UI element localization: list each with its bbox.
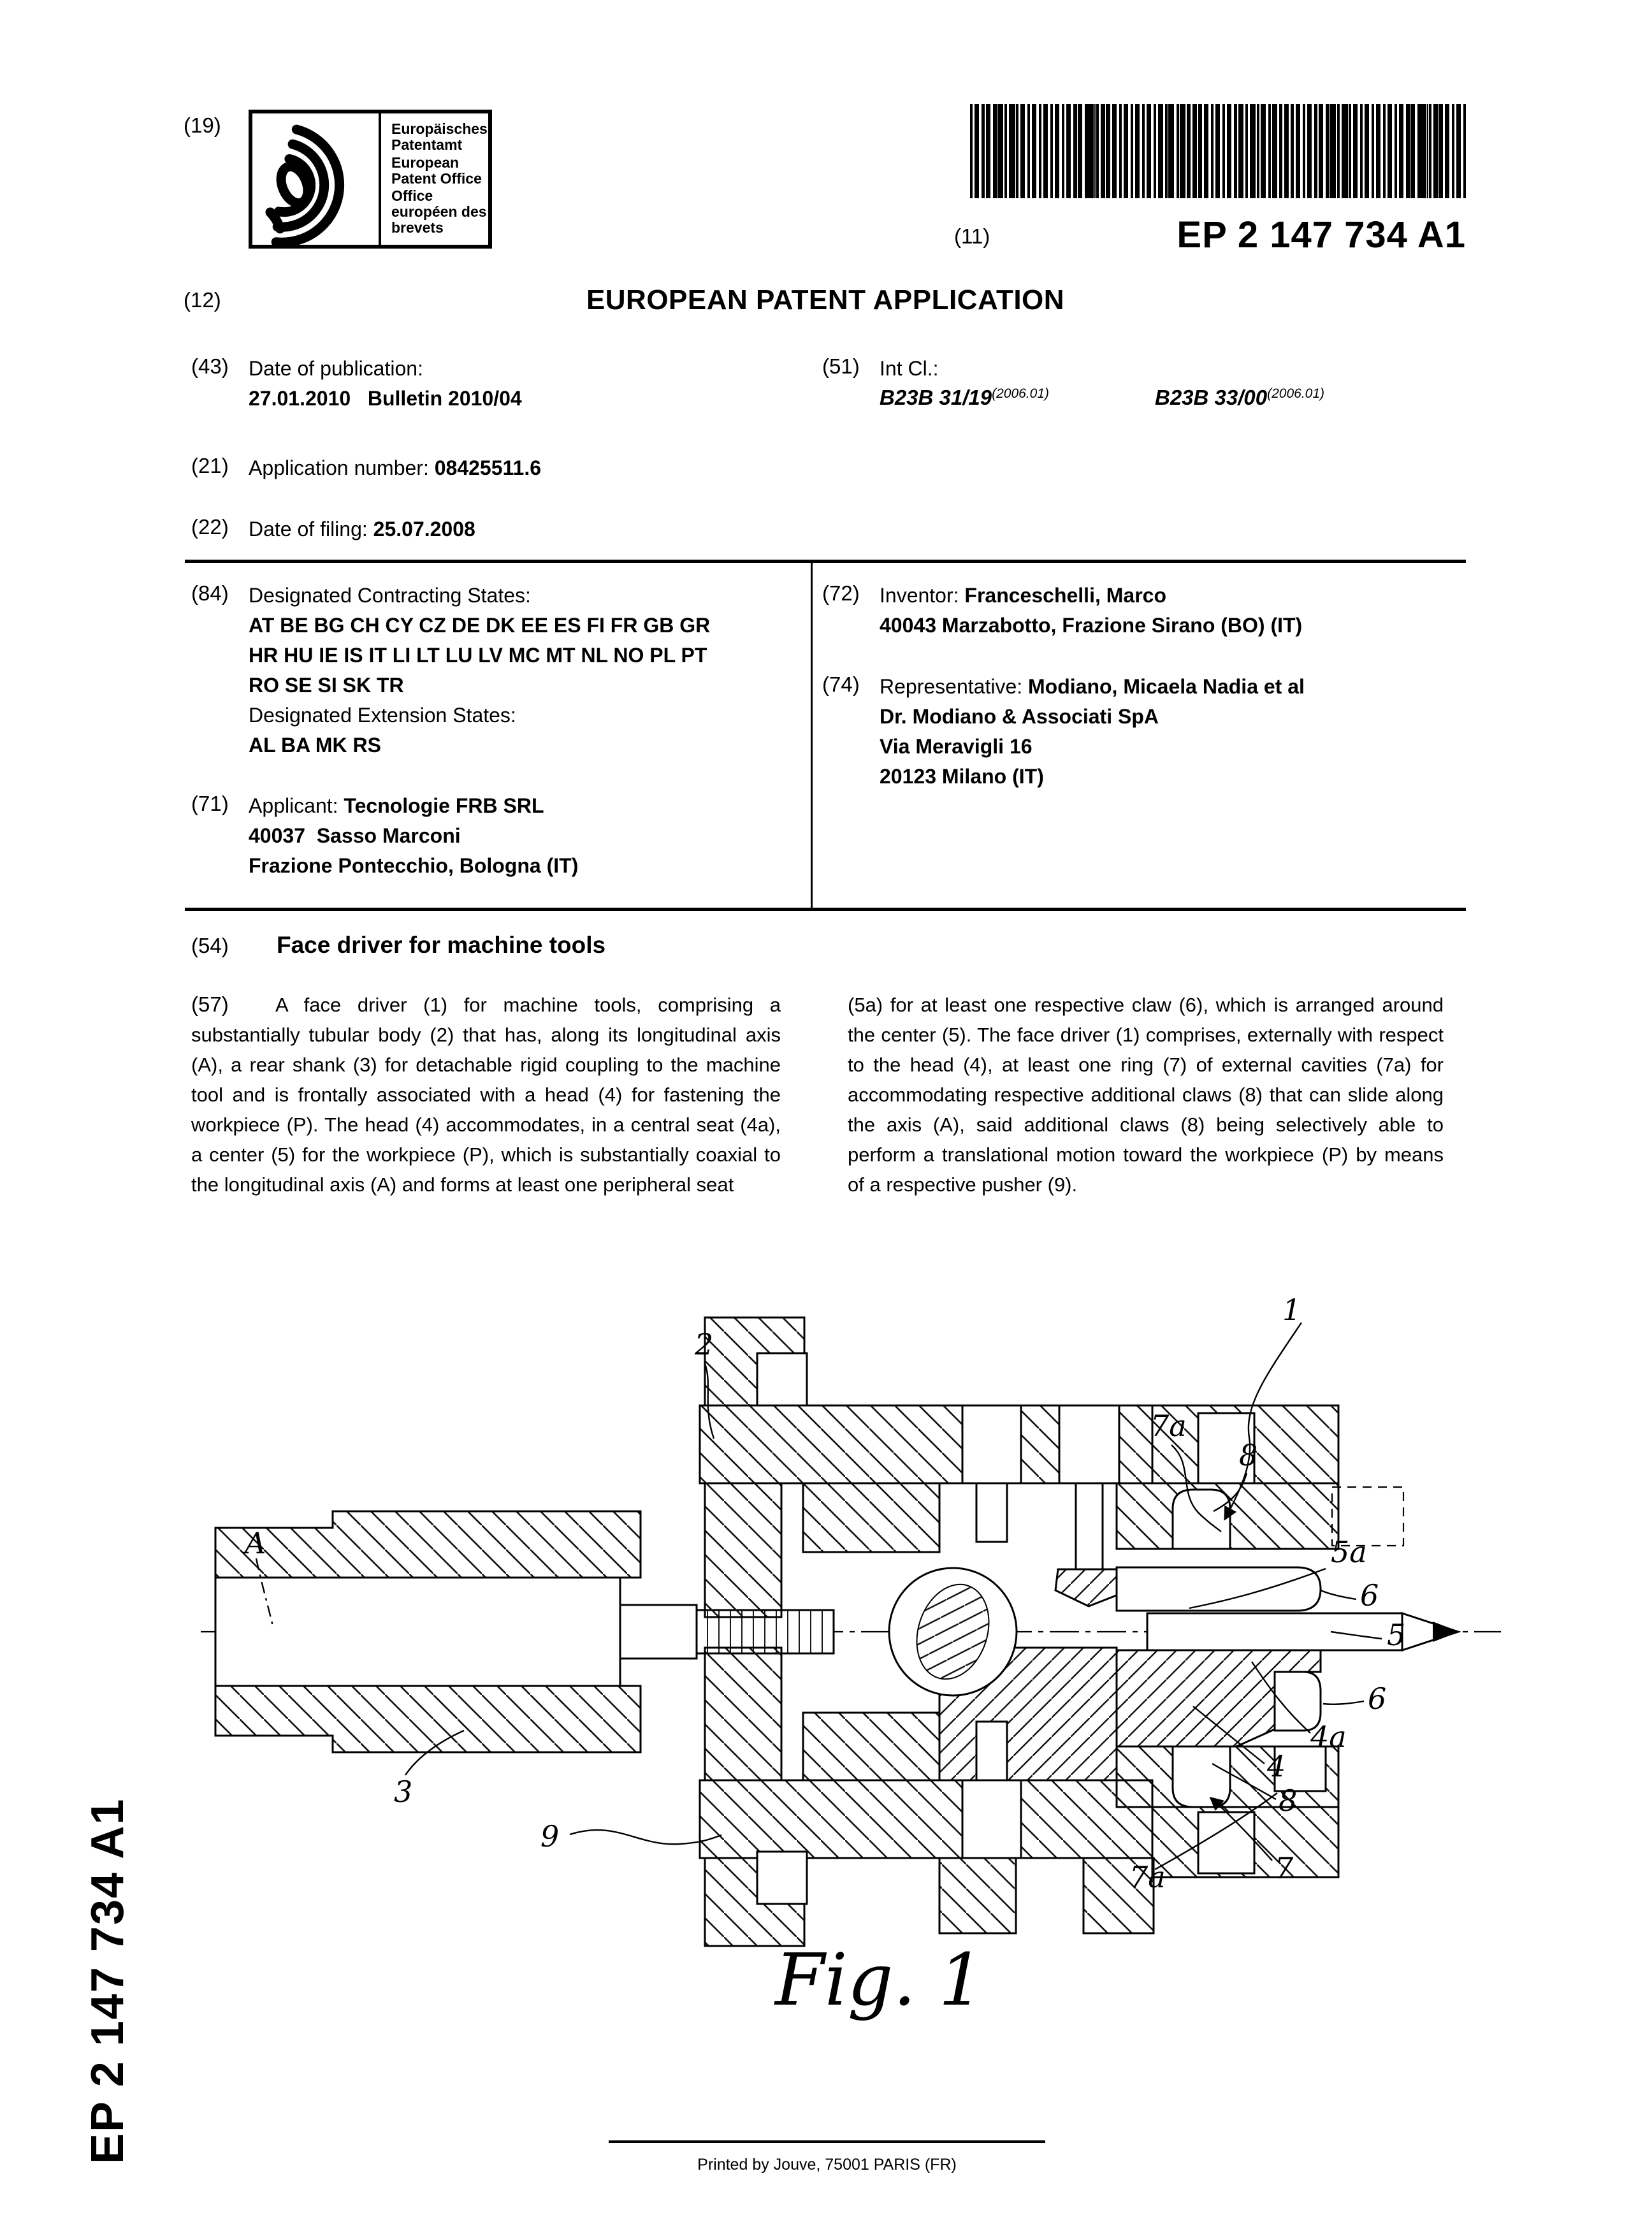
inid-19: (19) — [184, 113, 221, 137]
horizontal-rule-bottom — [185, 908, 1466, 911]
fig-ref-5a: 5a — [1331, 1535, 1367, 1569]
document-type: EUROPEAN PATENT APPLICATION — [586, 284, 1065, 316]
shank-lower-section — [215, 1686, 641, 1752]
abstract-column-1: A face driver (1) for machine tools, comprising a substantially tubular body (2) that has, along its longitudinal axis (A), a rear shank (3) for detachable rigid coupling to the machine tool and is frontally associated with a head (4) for fastening the workpiece (P). The head (4) accommodates, in a central seat (4a), a center (5) for the workpiece (P), which is substantially coaxial to the longitudinal axis (A) and forms at least one peripheral seat — [191, 994, 781, 1196]
fig-ref-4a: 4a — [1310, 1720, 1347, 1754]
inid-74: (74) — [822, 672, 860, 696]
inid-54: (54) — [191, 934, 229, 957]
inventor — [880, 583, 1166, 608]
abstract-column-2: (5a) for at least one respective claw (6), which is arranged around the center (5). The face driver (1) comprises, externally with respect to the head (4), at least one ring (7) of external cavities (7a) for accommodating respective additional claws (8) that can slide along the axis (A), said additional claws (8) being selectively able to perform a translational motion toward the workpiece (P) by means of a respective pusher (9). — [848, 994, 1444, 1196]
ipc-code: B23B 33/00 — [1155, 386, 1268, 409]
center-rod — [1147, 1613, 1402, 1650]
ipc-version: (2006.01) — [1267, 386, 1325, 401]
ipc-version: (2006.01) — [992, 386, 1050, 401]
fig-ref-A: A — [245, 1526, 266, 1560]
applicant-address2: Frazione Pontecchio, Bologna (IT) — [249, 854, 579, 877]
fig-ref-7a-bottom: 7a — [1129, 1860, 1166, 1894]
body-upper-plate — [705, 1483, 781, 1617]
fig-ref-8-top: 8 — [1239, 1438, 1258, 1472]
leader-6-top — [1321, 1590, 1356, 1599]
epo-logo-text — [381, 113, 491, 245]
applicant-address1: 40037 Sasso Marconi — [249, 824, 461, 847]
body-top-key — [757, 1353, 807, 1405]
center-tip — [1433, 1622, 1460, 1642]
bolt-stem-upper-2 — [1076, 1483, 1103, 1569]
body-lower-flange — [700, 1780, 1152, 1858]
states-line3: RO SE SI SK TR — [249, 674, 404, 697]
inid-57: (57) — [191, 992, 229, 1016]
epo-logo-icon — [252, 113, 381, 245]
claw-upper — [1117, 1567, 1321, 1611]
inid-11: (11) — [954, 224, 990, 248]
epo-name-en: European Patent Office — [391, 154, 482, 187]
int-cl-class1 — [880, 386, 1049, 410]
footer-rule — [609, 2140, 1045, 2143]
fig-ref-2: 2 — [695, 1327, 714, 1361]
bolt-head-upper-1 — [962, 1405, 1021, 1483]
additional-claw-upper — [1173, 1490, 1230, 1549]
bolt-head-lower-1 — [962, 1780, 1021, 1858]
inid-51: (51) — [822, 354, 860, 378]
fig-ref-6-top: 6 — [1360, 1578, 1379, 1613]
epo-logo-box — [249, 110, 492, 249]
footer-printed-by: Printed by Jouve, 75001 PARIS (FR) — [697, 2156, 957, 2174]
representative-address2: Via Meravigli 16 — [880, 735, 1032, 758]
extension-states-label: Designated Extension States: — [249, 704, 516, 727]
fig-ref-7a-top: 7a — [1150, 1409, 1187, 1443]
additional-claw-lower — [1173, 1746, 1230, 1807]
states-line1: AT BE BG CH CY CZ DE DK EE ES FI FR GB GR — [249, 614, 711, 637]
bolt-stem-upper-1 — [976, 1483, 1007, 1542]
int-cl-label: Int Cl.: — [880, 357, 939, 380]
fig-ref-9: 9 — [540, 1819, 560, 1854]
body-lower-boss-1 — [939, 1858, 1016, 1933]
inventor-address: 40043 Marzabotto, Frazione Sirano (BO) (IT) — [880, 614, 1303, 637]
body-lower-plate — [705, 1648, 781, 1780]
pub-date-label: Date of publication: — [249, 357, 423, 380]
ipc-code: B23B 31/19 — [880, 386, 992, 409]
applicant — [249, 793, 544, 818]
bolt-stem-lower-1 — [976, 1722, 1007, 1780]
body-upper-inner-block — [803, 1483, 939, 1552]
application-number-value: 08425511.6 — [434, 456, 542, 479]
inid-72: (72) — [822, 581, 860, 605]
inid-43: (43) — [191, 354, 229, 378]
body-lower-inner-block — [803, 1713, 939, 1780]
shank-upper-section — [215, 1511, 641, 1578]
inid-12: (12) — [184, 288, 221, 312]
filing-date-label: Date of filing: — [249, 518, 368, 541]
inid-71: (71) — [191, 792, 229, 815]
inid-21: (21) — [191, 454, 229, 477]
bolt-head-upper-2 — [1059, 1405, 1119, 1483]
application-number — [249, 455, 541, 481]
figure-caption: Fig. 1 — [775, 1939, 984, 2022]
inventor-name: Franceschelli, Marco — [964, 584, 1166, 607]
side-publication-number: EP 2 147 734 A1 — [82, 1797, 133, 2164]
invention-title: Face driver for machine tools — [277, 932, 606, 958]
representative-address3: 20123 Milano (IT) — [880, 765, 1044, 788]
filing-date-value: 25.07.2008 — [373, 518, 475, 541]
int-cl-class2 — [1155, 386, 1324, 410]
leader-6-bottom — [1323, 1701, 1364, 1704]
body-bottom-key — [757, 1852, 807, 1904]
applicant-label: Applicant: — [249, 794, 338, 817]
representative-label: Representative: — [880, 675, 1023, 698]
ring-bolt-lower — [1198, 1812, 1254, 1873]
states-label: Designated Contracting States: — [249, 584, 531, 607]
representative-address1: Dr. Modiano & Associati SpA — [880, 705, 1159, 728]
fig-ref-3: 3 — [394, 1775, 413, 1809]
inventor-label: Inventor: — [880, 584, 959, 607]
leader-9 — [570, 1830, 721, 1844]
figure-1-drawing — [191, 1259, 1517, 2087]
column-divider — [811, 560, 813, 910]
fig-ref-5: 5 — [1387, 1618, 1406, 1652]
fig-ref-6-bottom: 6 — [1368, 1681, 1387, 1716]
extension-states-value: AL BA MK RS — [249, 734, 381, 757]
inid-84: (84) — [191, 581, 229, 605]
applicant-name: Tecnologie FRB SRL — [344, 794, 544, 817]
tie-rod — [620, 1605, 697, 1659]
inid-22: (22) — [191, 515, 229, 539]
epo-name-de: Europäisches Patentamt — [391, 120, 488, 153]
horizontal-rule-top — [185, 560, 1466, 563]
representative-name: Modiano, Micaela Nadia et al — [1028, 675, 1305, 698]
filing-date — [249, 516, 475, 542]
states-line2: HR HU IE IS IT LI LT LU LV MC MT NL NO PL PT — [249, 644, 707, 667]
fig-ref-7: 7 — [1275, 1851, 1294, 1885]
epo-name-fr: Office européen des brevets — [391, 187, 487, 236]
application-number-label: Application number: — [249, 456, 429, 479]
pub-date-value: 27.01.2010 Bulletin 2010/04 — [249, 387, 522, 410]
representative — [880, 674, 1305, 699]
shank-bore — [215, 1578, 620, 1686]
publication-number: EP 2 147 734 A1 — [1177, 214, 1466, 256]
barcode — [970, 104, 1466, 198]
fig-ref-8-bottom: 8 — [1279, 1783, 1298, 1818]
fig-ref-1: 1 — [1282, 1293, 1301, 1327]
fig-ref-4: 4 — [1267, 1749, 1286, 1783]
